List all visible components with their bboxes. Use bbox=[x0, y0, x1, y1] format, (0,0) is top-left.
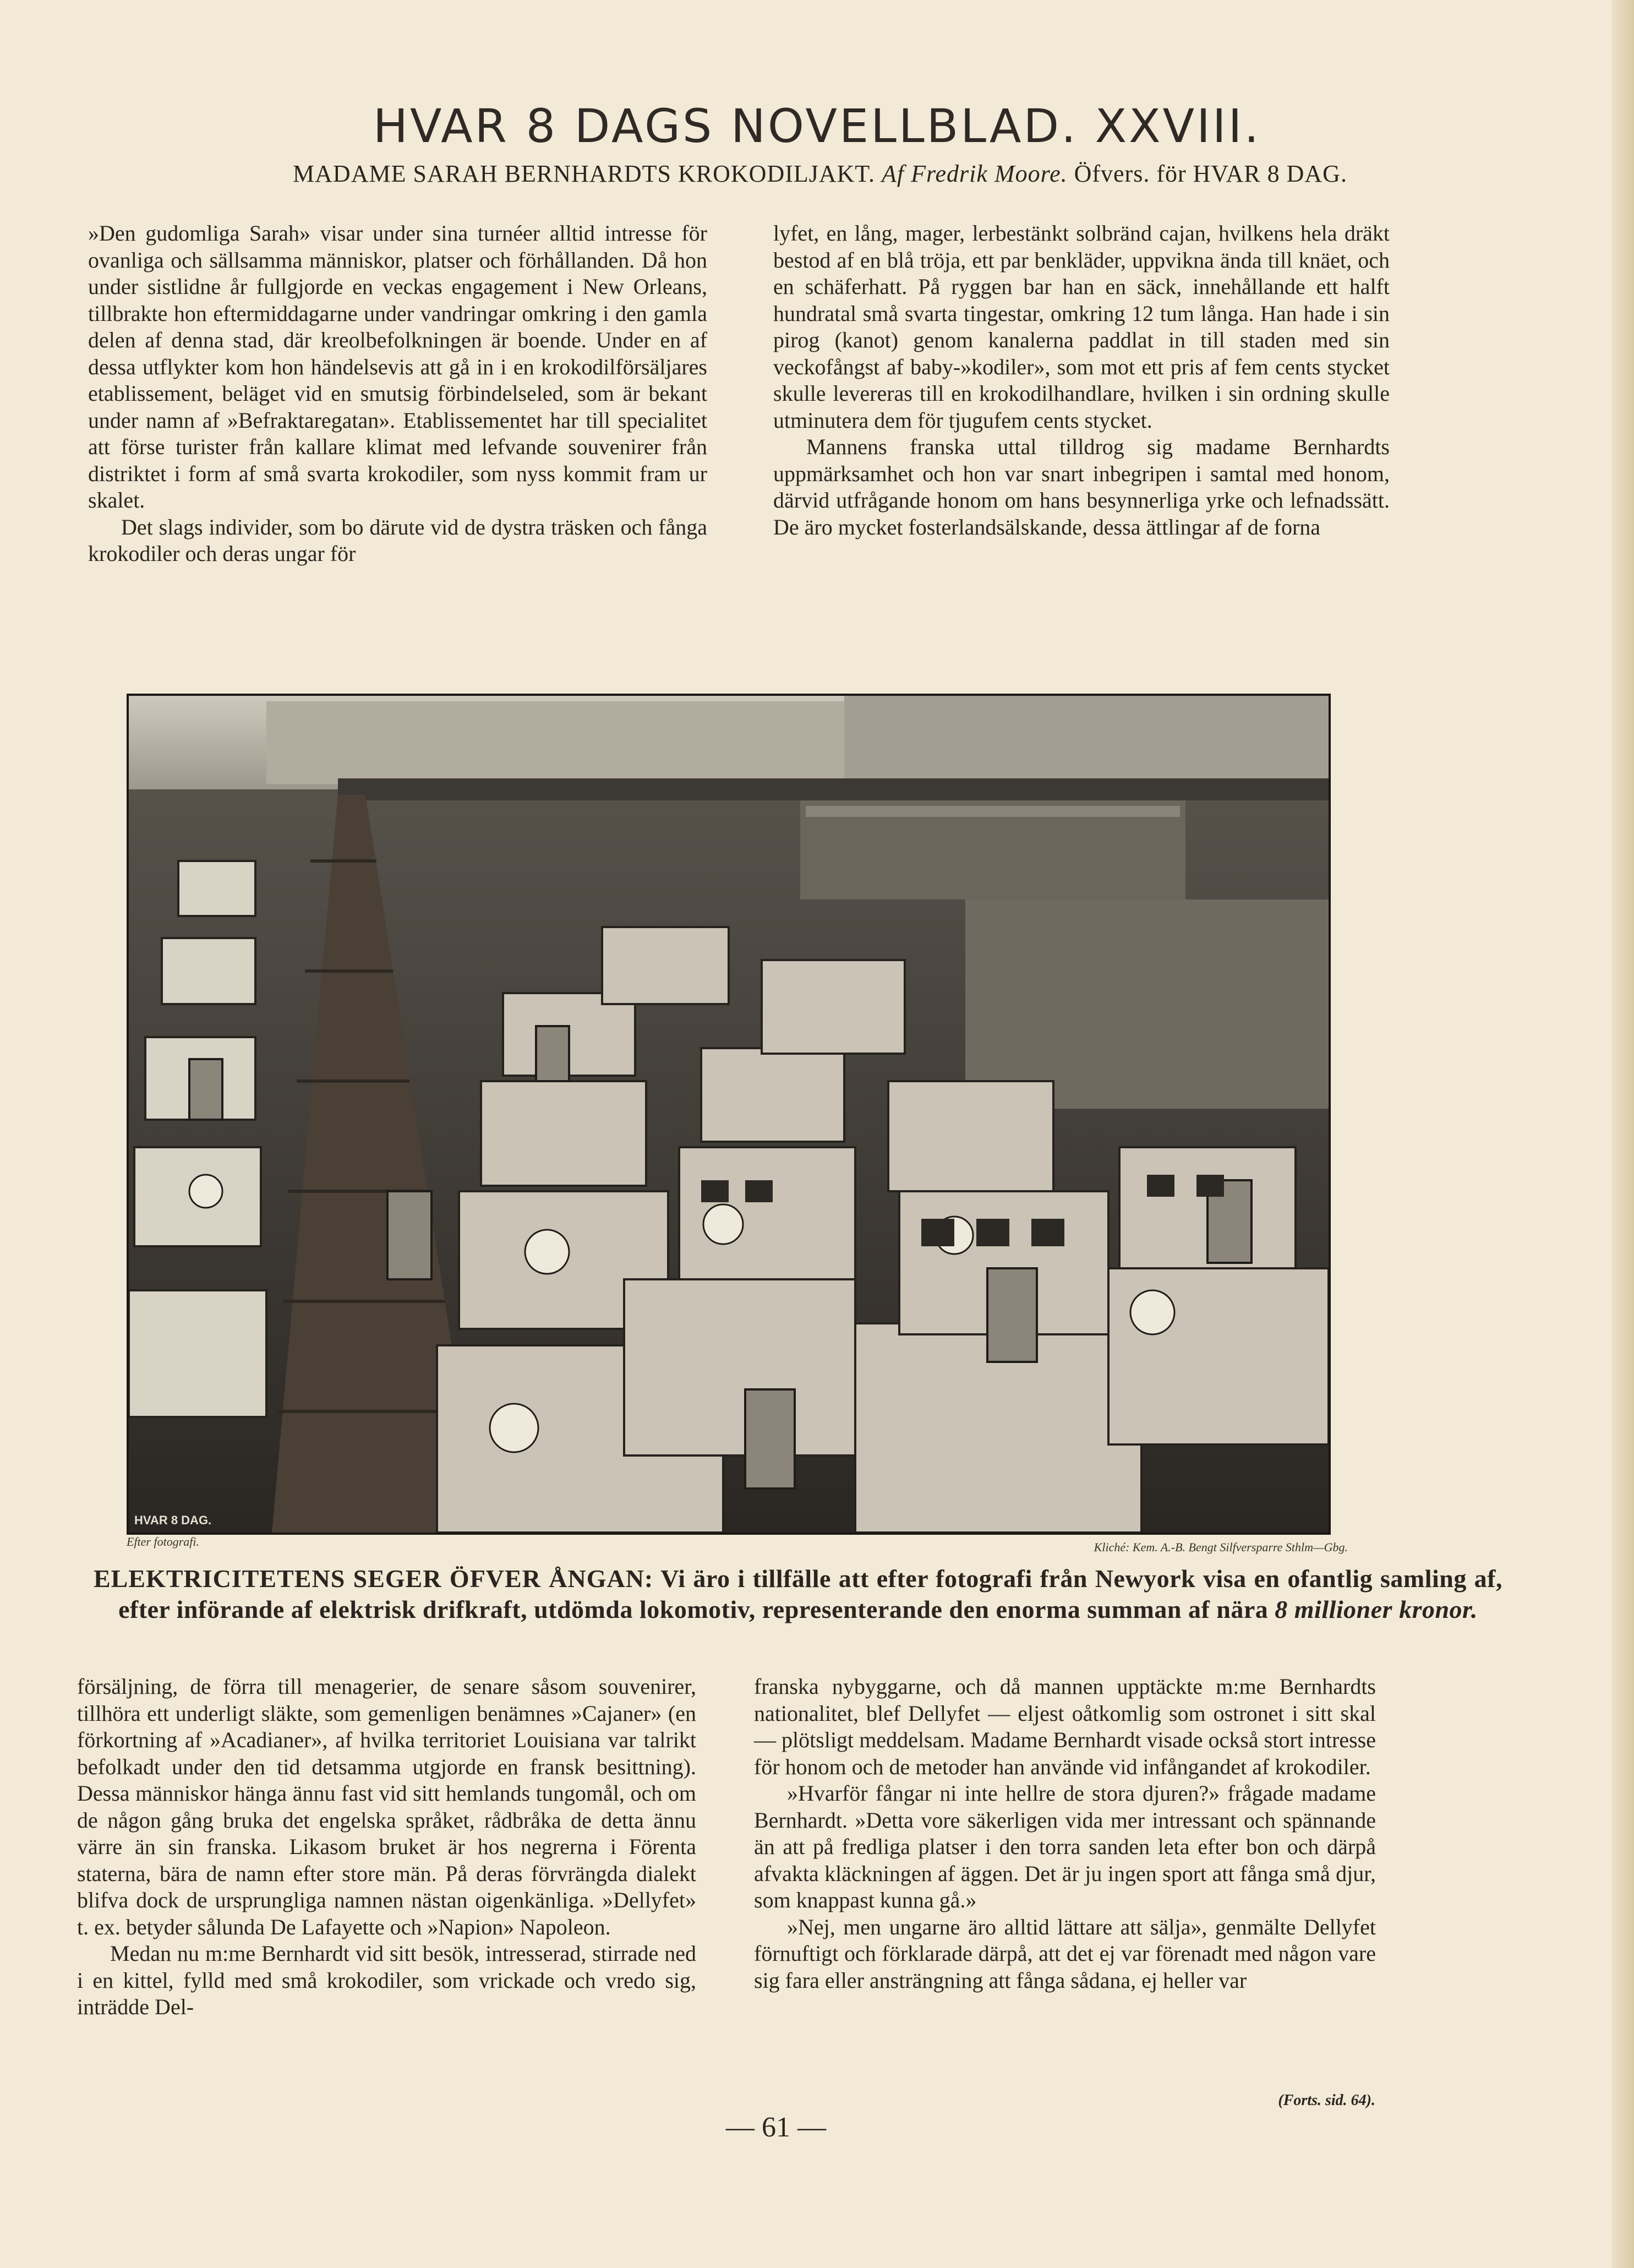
translation-note: Öfvers. för HVAR 8 DAG. bbox=[1074, 160, 1347, 187]
text-column-1 bbox=[88, 220, 707, 568]
text-column-4 bbox=[754, 1673, 1376, 1994]
locomotive-yard-photo bbox=[127, 694, 1331, 1535]
paragraph: »Den gudomliga Sarah» visar under sina turnéer alltid intresse för ovanliga och sällsamma människor, platser och förhållanden. Då hon under sistlidne år fullgjorde en veckas engagement i New Orleans, tillbrakte hon eftermiddagarne under vandringar omkring i den gamla delen af denna stad, där kreolbefolkningen är boende. Under en af dessa utflykter kom hon händelsevis att gå in i en krokodilförsäljares etablissement, beläget vid en smutsig förbindelseled, som är bekant under namn af »Befraktaregatan». Etablissementet har till specialitet att förse turister från kallare klimat med lefvande souvenirer från distriktet i form af små svarta krokodiler, som nyss kommit fram ur skalet. bbox=[88, 221, 707, 513]
continued-note: (Forts. sid. 64). bbox=[1278, 2092, 1375, 2109]
photo-watermark: HVAR 8 DAG. bbox=[134, 1513, 212, 1527]
text-column-3 bbox=[77, 1673, 696, 2021]
paragraph: franska nybyggarne, och då mannen upptäckte m:me Bernhardts nationalitet, blef Dellyfet — eljest oåtkomlig som ostronet i sitt skal — plötsligt meddelsam. Madame Bernhardt visade också stort intresse för honom och de metoder han använde vid infångandet af krokodiler. bbox=[754, 1674, 1376, 1779]
photo-illustration bbox=[129, 696, 1329, 1533]
byline: Af Fredrik Moore. bbox=[882, 160, 1068, 187]
paragraph: Medan nu m:me Bernhardt vid sitt besök, intresserad, stirrade ned i en kittel, fylld med små krokodiler, som vrickade och vredo sig, inträdde Del- bbox=[77, 1941, 696, 2019]
masthead: HVAR 8 DAGS NOVELLBLAD. XXVIII. bbox=[373, 99, 1261, 153]
paragraph: Det slags individer, som bo därute vid de dystra träsken och fånga krokodiler och deras ungar för bbox=[88, 514, 707, 566]
caption-title: ELEKTRICITETENS SEGER ÖFVER ÅNGAN: bbox=[94, 1564, 654, 1593]
paragraph: lyfet, en lång, mager, lerbestänkt solbränd cajan, hvilkens hela dräkt bestod af en blå tröja, ett par benkläder, uppvikna ända till knäet, och en schäferhatt. På ryggen bar han en säck, innehållande ett halft hundratal små svarta tingestar, omkring 12 tum långa. Han hade i sin pirog (kanot) genom kanalerna paddlat in till staden med sin veckofångst af baby-»kodiler», som mot ett pris af fem cents stycket skulle levereras till en krokodilhandlare, hvilken i sin ordning skulle utminutera dem för tjugufem cents stycket. bbox=[773, 221, 1390, 433]
paragraph: Mannens franska uttal tilldrog sig madame Bernhardts uppmärksamhet och hon var snart inbegripen i samtal med honom, därvid utfrågande honom om hans besynnerliga yrke och lefnadssätt. De äro mycket fosterlandsälskande, dessa ättlingar af de forna bbox=[773, 434, 1390, 539]
paragraph: »Nej, men ungarne äro alltid lättare att sälja», genmälte Dellyfet förnuftigt och förklarade därpå, att det ej var förenadt med någon vare sig fara eller ansträngning att fånga sådana, ej heller var bbox=[754, 1914, 1376, 1993]
caption-emphasis: 8 millioner kronor. bbox=[1275, 1595, 1478, 1623]
page-number: — 61 — bbox=[726, 2112, 826, 2143]
caption-text: Vi äro i tillfälle att efter fotografi från Newyork visa en ofantlig samling af, efter införande af elektrisk drifkraft, utdömda lokomotiv, representerande den enorma summan af nära bbox=[118, 1564, 1502, 1623]
paragraph: »Hvarför fångar ni inte hellre de stora djuren?» frågade madame Bernhardt. »Detta vore säkerligen vida mer intressant och spännande än att på fredliga platser i den torra sanden leta efter bon och därpå afvakta kläckningen af äggen. Det är ju ingen sport att fånga små djur, som knappast kunna gå.» bbox=[754, 1781, 1376, 1912]
story-heading bbox=[88, 160, 1552, 188]
text-column-2 bbox=[773, 220, 1390, 541]
paragraph: försäljning, de förra till menagerier, de senare såsom souvenirer, tillhöra ett underligt släkte, som gemenligen benämnes »Cajaner» (en förkortning af »Acadianer», af hvilka territoriet Louisiana var talrikt befolkadt under den tid detsamma utgjorde en fransk besittning). Dessa människor hänga ännu fast vid sitt hemlands tungomål, och om de någon gång bruka det engelska språket, rådbråka de detta ännu värre än sin franska. Likasom bruket är hos negrerna i Förenta staterna, bära de namn efter store män. På deras förvrängda dialekt blifva dock de ursprungliga namnen nästan oigenkänliga. »Dellyfet» t. ex. betyder sålunda De Lafayette och »Napion» Napoleon. bbox=[77, 1674, 696, 1939]
photo-caption bbox=[94, 1563, 1502, 1625]
photo-credit-right: Kliché: Kem. A.-B. Bengt Silfversparre Sthlm—Gbg. bbox=[1094, 1540, 1348, 1554]
photo-credit-left: Efter fotografi. bbox=[127, 1535, 199, 1549]
page-edge bbox=[1612, 0, 1634, 2268]
story-title: MADAME SARAH BERNHARDTS KROKODILJAKT. bbox=[293, 160, 876, 187]
